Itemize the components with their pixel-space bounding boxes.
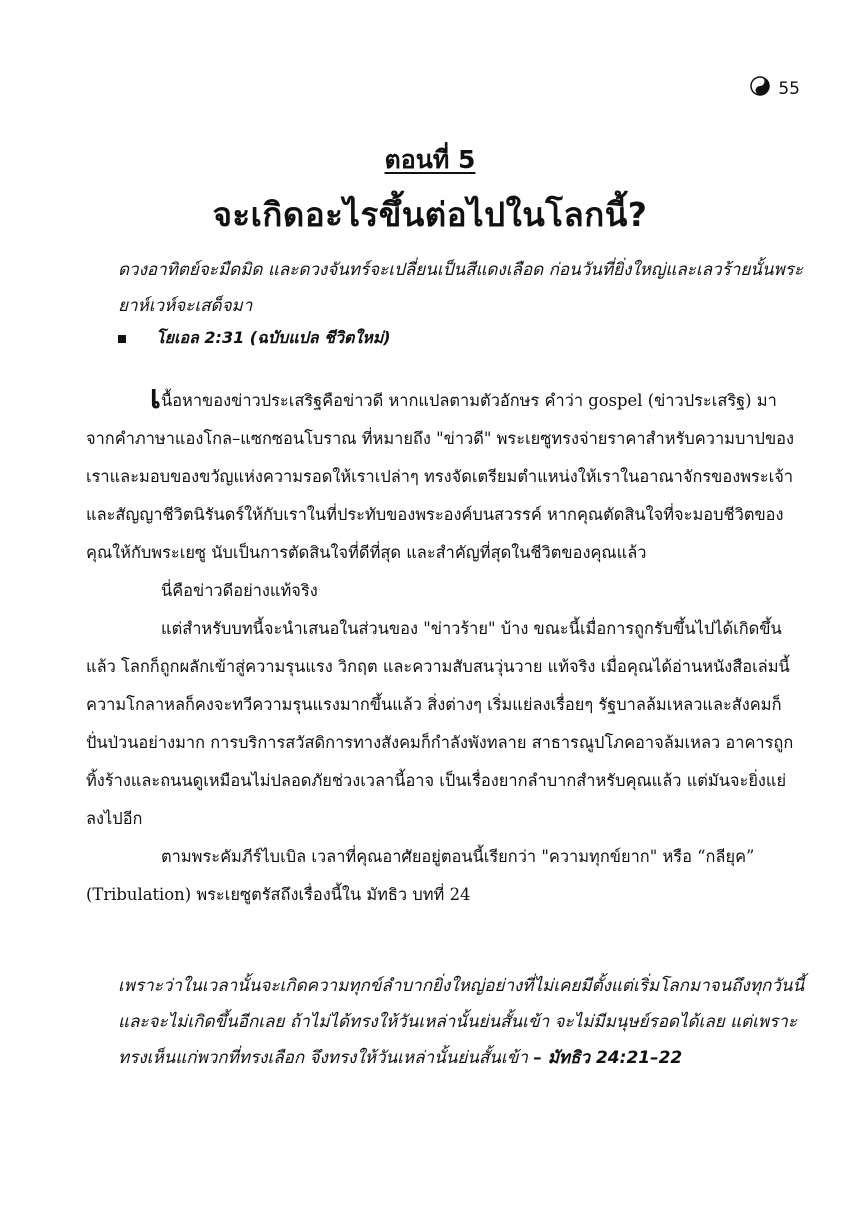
quote-citation: – มัทธิว 24:21–22 — [533, 1048, 683, 1068]
chapter-title: จะเกิดอะไรขึ้นต่อไปในโลกนี้? — [212, 195, 648, 234]
body-text — [86, 377, 802, 914]
drop-cap: เ — [149, 377, 161, 416]
paragraph-1 — [86, 377, 802, 572]
epigraph-reference — [118, 326, 391, 351]
quote-text: เพราะว่าในเวลานั้นจะเกิดความทุกข์ลำบากยิ่งใหญ่อย่างที่ไม่เคยมีตั้งแต่เริ่มโลกมาจนถึงทุกวันนี้ และจะไม่เกิดขึ้นอีกเลย ถ้าไม่ได้ทรงให้วันเหล่านั้นย่นสั้นเข้า จะไม่มีมนุษย์รอดได้เลย แต่เพราะทรงเห็นแก่พวกที่ทรงเลือก จึงทรงให้วันเหล่านั้นย่นสั้นเข้า — [118, 976, 805, 1068]
page-number: 55 — [778, 78, 800, 99]
paragraph-3: แต่สำหรับบทนี้จะนำเสนอในส่วนของ "ข่าวร้าย" บ้าง ขณะนี้เมื่อการถูกรับขึ้นไปได้เกิดขึ้นแล้ว โลกก็ถูกผลักเข้าสู่ความรุนแรง วิกฤต และความสับสนวุ่นวาย แท้จริง เมื่อคุณได้อ่านหนังสือเล่มนี้ ความโกลาหลก็คงจะทวีความรุนแรงมากขึ้นแล้ว สิ่งต่างๆ เริ่มแย่ลงเรื่อยๆ รัฐบาลล้มเหลวและสังคมก็ปั่นป่วนอย่างมาก การบริการสวัสดิการทางสังคมก็กำลังพังทลาย สาธารณูปโภคอาจล้มเหลว อาคารถูกทิ้งร้างและถนนดูเหมือนไม่ปลอดภัยช่วงเวลานี้อาจ เป็นเรื่องยากลำบากสำหรับคุณแล้ว แต่มันจะยิ่งแย่ลงไปอีก — [86, 619, 794, 828]
yin-yang-icon — [750, 76, 770, 101]
scripture-quote — [118, 968, 808, 1076]
bullet-icon — [118, 335, 126, 343]
chapter-label: ตอนที่ 5 — [384, 145, 476, 174]
epigraph-text: ดวงอาทิตย์จะมืดมิด และดวงจันทร์จะเปลี่ยนเป็นสีแดงเลือด ก่อนวันที่ยิ่งใหญ่และเลวร้ายนั้นพระยาห์เวห์จะเสด็จมา — [118, 260, 803, 316]
paragraph-2: นี่คือข่าวดีอย่างแท้จริง — [161, 581, 318, 600]
page-number-area — [750, 76, 800, 101]
paragraph-4: ตามพระคัมภีร์ไบเบิล เวลาที่คุณอาศัยอยู่ตอนนี้เรียกว่า "ความทุกข์ยาก" หรือ “กลียุค” (Tribulation) พระเยซูตรัสถึงเรื่องนี้ใน มัทธิว บทที่ 24 — [86, 847, 755, 904]
paragraph-1-text: นื้อหาของข่าวประเสริฐคือข่าวดี หากแปลตามตัวอักษร คำว่า gospel (ข่าวประเสริฐ) มาจากคำภาษาแองโกล–แซกซอนโบราณ ที่หมายถึง "ข่าวดี" พระเยซูทรงจ่ายราคาสำหรับความบาปของเราและมอบของขวัญแห่งความรอดให้เราเปล่าๆ ทรงจัดเตรียมตำแหน่งให้เราในอาณาจักรของพระเจ้า และสัญญาชีวิตนิรันดร์ให้กับเราในที่ประทับของพระองค์บนสวรรค์ หากคุณตัดสินใจที่จะมอบชีวิตของคุณให้กับพระเยซู นับเป็นการตัดสินใจที่ดีที่สุด และสำคัญที่สุดในชีวิตของคุณแล้ว — [86, 391, 795, 562]
reference-text: โยเอล 2:31 (ฉบับแปล ชีวิตใหม่) — [156, 328, 391, 347]
